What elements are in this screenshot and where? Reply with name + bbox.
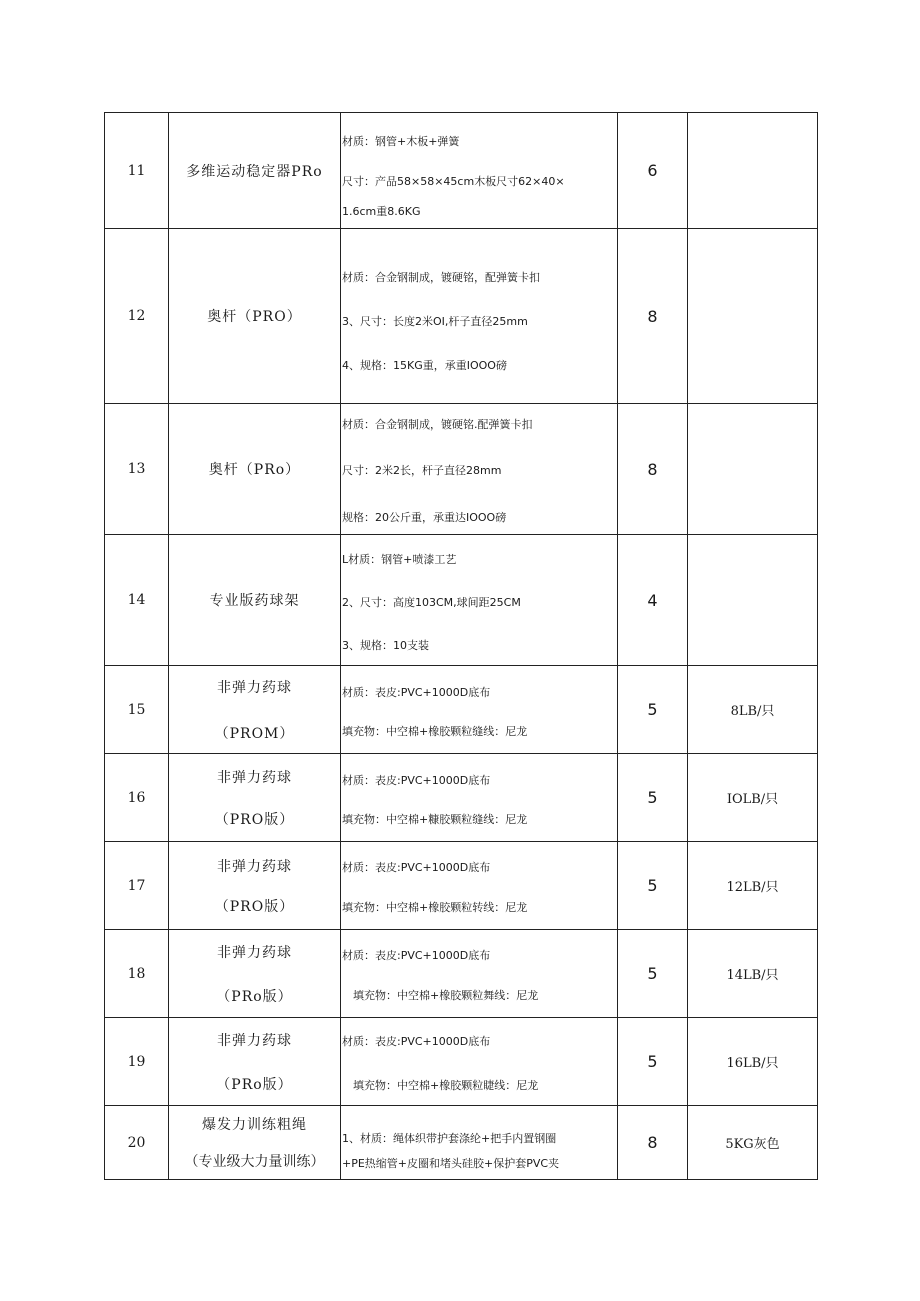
row-number: 12 — [105, 229, 169, 404]
row-number: 17 — [105, 842, 169, 930]
item-name — [169, 404, 341, 535]
item-name — [169, 842, 341, 930]
row-number: 20 — [105, 1106, 169, 1180]
item-spec — [341, 113, 618, 229]
item-name — [169, 1018, 341, 1106]
item-name-line: （PRo版） — [216, 988, 293, 1005]
row-number: 11 — [105, 113, 169, 229]
table-row — [105, 404, 818, 535]
table-row — [105, 113, 818, 229]
item-name-line: 专业版药球架 — [209, 593, 300, 609]
item-spec — [341, 754, 618, 842]
item-name-line: （PROM） — [214, 725, 295, 742]
item-name — [169, 535, 341, 666]
spec-line: L材质：钢管+喷漆工艺 — [342, 553, 457, 566]
table-row — [105, 1106, 818, 1180]
item-name — [169, 930, 341, 1018]
row-number: 13 — [105, 404, 169, 535]
table-row — [105, 229, 818, 404]
item-note — [688, 535, 818, 666]
equipment-spec-table — [104, 112, 818, 1180]
item-note: 14LB/只 — [688, 930, 818, 1018]
item-spec — [341, 1018, 618, 1106]
row-number: 16 — [105, 754, 169, 842]
row-number: 18 — [105, 930, 169, 1018]
table-row — [105, 930, 818, 1018]
spec-line: 尺寸：2米2长，杆子直径28mm — [342, 463, 502, 477]
spec-line: 3、尺寸：长度2米OI,杆子直径25mm — [342, 314, 528, 328]
spec-line: 材质：表皮:PVC+1000D底布 — [342, 1035, 491, 1048]
item-name — [169, 229, 341, 404]
item-note: 8LB/只 — [688, 666, 818, 754]
table-row — [105, 666, 818, 754]
spec-line: 3、规格：10支装 — [342, 639, 429, 652]
spec-line: 1.6cm重8.6KG — [342, 205, 421, 218]
spec-line: 材质：表皮:PVC+1000D底布 — [342, 949, 491, 962]
item-name-line: 奥杆（PRO） — [207, 309, 302, 325]
item-spec — [341, 1106, 618, 1180]
spec-line: 填充物：中空棉+橡胶颗粒缝线：尼龙 — [342, 724, 528, 738]
item-name-line: 非弹力药球 — [217, 944, 292, 961]
spec-line: 2、尺寸：高度103CM,球间距25CM — [342, 596, 521, 609]
item-name-line: 非弹力药球 — [217, 769, 292, 786]
item-name — [169, 113, 341, 229]
item-note — [688, 113, 818, 229]
spec-line: 1、材质：绳体织带护套涤纶+把手内置钢圈 — [342, 1132, 557, 1145]
row-number: 19 — [105, 1018, 169, 1106]
item-quantity: 5 — [618, 666, 688, 754]
item-name-line: 非弹力药球 — [217, 858, 292, 875]
item-note — [688, 404, 818, 535]
item-name — [169, 1106, 341, 1180]
table-row — [105, 842, 818, 930]
item-quantity: 5 — [618, 930, 688, 1018]
spec-line: 规格：20公斤重，承重达IOOO磅 — [342, 510, 507, 524]
table-row — [105, 535, 818, 666]
item-note: 16LB/只 — [688, 1018, 818, 1106]
item-quantity: 8 — [618, 1106, 688, 1180]
item-spec — [341, 404, 618, 535]
spec-line: 填充物：中空棉+糠胶颗粒缝线：尼龙 — [342, 812, 528, 826]
item-spec — [341, 930, 618, 1018]
spec-line: 尺寸：产品58×58×45cm木板尺寸62×40× — [342, 175, 565, 188]
item-name-line: 奥杆（PRo） — [208, 462, 301, 478]
item-name-line: 非弹力药球 — [217, 679, 292, 696]
item-note: 5KG灰色 — [688, 1106, 818, 1180]
spec-line: +PE热缩管+皮圈和堵头硅胶+保护套PVC夹 — [342, 1157, 560, 1170]
item-spec — [341, 535, 618, 666]
item-quantity: 5 — [618, 1018, 688, 1106]
item-spec — [341, 842, 618, 930]
table-row — [105, 754, 818, 842]
item-spec — [341, 229, 618, 404]
item-quantity: 6 — [618, 113, 688, 229]
item-name-line: （PRo版） — [216, 1076, 293, 1093]
spec-line: 4、规格：15KG重，承重IOOO磅 — [342, 358, 507, 372]
spec-line: 材质：表皮:PVC+1000D底布 — [342, 685, 491, 699]
spec-line: 材质：表皮:PVC+1000D底布 — [342, 773, 491, 787]
item-quantity: 8 — [618, 229, 688, 404]
item-quantity: 8 — [618, 404, 688, 535]
item-quantity: 5 — [618, 754, 688, 842]
row-number: 15 — [105, 666, 169, 754]
spec-line: 填充物：中空棉+橡胶颗粒睫线：尼龙 — [353, 1079, 539, 1092]
item-quantity: 5 — [618, 842, 688, 930]
item-note: IOLB/只 — [688, 754, 818, 842]
spec-line: 材质：钢管+木板+弹簧 — [342, 135, 460, 148]
item-spec — [341, 666, 618, 754]
item-name-line: 多维运动稳定器PRo — [186, 163, 323, 180]
spec-line: 材质：合金钢制成，镀硬铭.配弹簧卡扣 — [342, 417, 533, 431]
spec-line: 材质：表皮:PVC+1000D底布 — [342, 861, 491, 874]
item-name-line: （PRO版） — [214, 811, 295, 828]
item-name-line: 非弹力药球 — [217, 1032, 292, 1049]
item-quantity: 4 — [618, 535, 688, 666]
item-name-line: （PRO版） — [214, 898, 295, 915]
item-note — [688, 229, 818, 404]
item-note: 12LB/只 — [688, 842, 818, 930]
row-number: 14 — [105, 535, 169, 666]
spec-line: 材质：合金钢制成，镀硬铭，配弹簧卡扣 — [342, 270, 540, 284]
spec-line: 填充物：中空棉+橡胶颗粒转线：尼龙 — [342, 901, 528, 914]
item-name-line: 爆发力训练粗绳 — [202, 1117, 307, 1133]
item-name — [169, 666, 341, 754]
table-row — [105, 1018, 818, 1106]
item-name — [169, 754, 341, 842]
item-name-line: （专业级大力量训练） — [184, 1154, 325, 1170]
spec-line: 填充物：中空棉+橡胶颗粒舞线：尼龙 — [353, 989, 539, 1002]
